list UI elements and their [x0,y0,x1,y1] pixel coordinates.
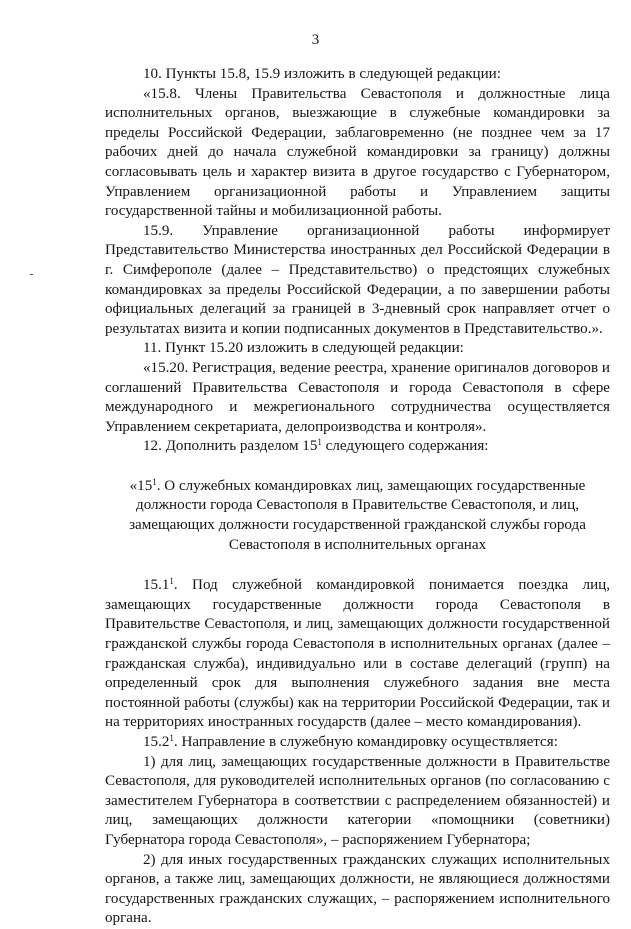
paragraph-15-9: 15.9. Управление организационной работы информирует Представительство Министерства иностранных дел Российской Федерации в г. Симферополе (далее – Представительство) о предстоящих служебных командировках за пределы Российской Федерации, а по завершении работы официальных делегаций за границей в 3-дневный срок направляет отчет о результатах визита и копии подписанных документов в Представительство.». [105,222,610,337]
subitem-1: 1) для лиц, замещающих государственные должности в Правительстве Севастополя, для руководителей исполнительных органов (по согласованию с заместителем Губернатора в соответствии с распределением обязанностей) и лиц, замещающих должности категории «помощники (советники) Губернатора города Севастополя», – распоряжением Губернатора; [105,753,610,848]
item-12-sup: 1 [317,437,322,448]
section-heading-sup: 1 [152,476,157,487]
paragraph-15-2-1-pre: 15.2 [143,734,170,750]
item-12-pre: 12. Дополнить разделом 15 [143,438,318,455]
section-heading-line-4: Севастополя в исполнительных органах [228,536,487,553]
paragraph-15-2-1 [105,733,610,753]
paragraph-15-2-1-text: . Направление в служебную командировку осуществляется: [173,734,558,750]
item-12 [105,437,610,457]
paragraph-15-1-1 [105,576,610,733]
section-heading-line-1 [105,477,610,497]
item-12-post: следующего содержания: [321,438,489,455]
item-10: 10. Пункты 15.8, 15.9 изложить в следующей редакции: [143,66,501,82]
section-heading-pre: «15 [129,477,153,494]
paragraph-15-20: «15.20. Регистрация, ведение реестра, хранение оригиналов договоров и соглашений Правительства Севастополя и города Севастополя в сфере международного и межрегионального сотрудничества осуществляется Управлением секретариата, делопроизводства и контроля». [105,359,610,435]
paragraph-15-8: «15.8. Члены Правительства Севастополя и должностные лица исполнительных органов, выезжающие в служебные командировки за пределы Российской Федерации, заблаговременно (не позднее чем за 17 рабочих дней до начала служебной командировки за границу) должны согласовывать цель и характер визита в другое государство с Губернатором, Управлением организационной работы и Управлением защиты государственной тайны и мобилизационной работы. [105,85,610,220]
page-number: 3 [311,32,320,48]
paragraph-15-1-1-pre: 15.1 [143,577,170,594]
section-heading-line-2: должности города Севастополя в Правительстве Севастополя, и лиц, [136,497,579,514]
document-body [105,65,610,929]
item-11: 11. Пункт 15.20 изложить в следующей редакции: [143,340,464,357]
paragraph-15-1-1-text: . Под служебной командировкой понимается поездка лиц, замещающих государственные должности города Севастополя в Правительстве Севастополя, и лиц, замещающих должности государственной гражданской службы города Севастополя в исполнительных органах (далее – гражданская служба), индивидуально или в составе делегаций (групп) на определенный срок для выполнения служебного задания вне места постоянной работы (службы) как на территории Российской Федерации, так и на территориях иностранных государств (далее – место командирования). [105,577,610,731]
section-heading-text-1: . О служебных командировках лиц, замещающих государственные [156,477,586,494]
subitem-2: 2) для иных государственных гражданских служащих исполнительных органов, а также лиц, замещающих должности, не являющиеся должностями государственных гражданских служащих, – распоряжением исполнительного органа. [105,851,610,927]
section-heading [105,477,610,555]
margin-mark [30,274,33,275]
paragraph-15-1-1-sup: 1 [169,576,174,587]
paragraph-15-2-1-sup: 1 [169,733,174,743]
section-heading-line-3: замещающих должности государственной гражданской службы города [129,517,586,534]
